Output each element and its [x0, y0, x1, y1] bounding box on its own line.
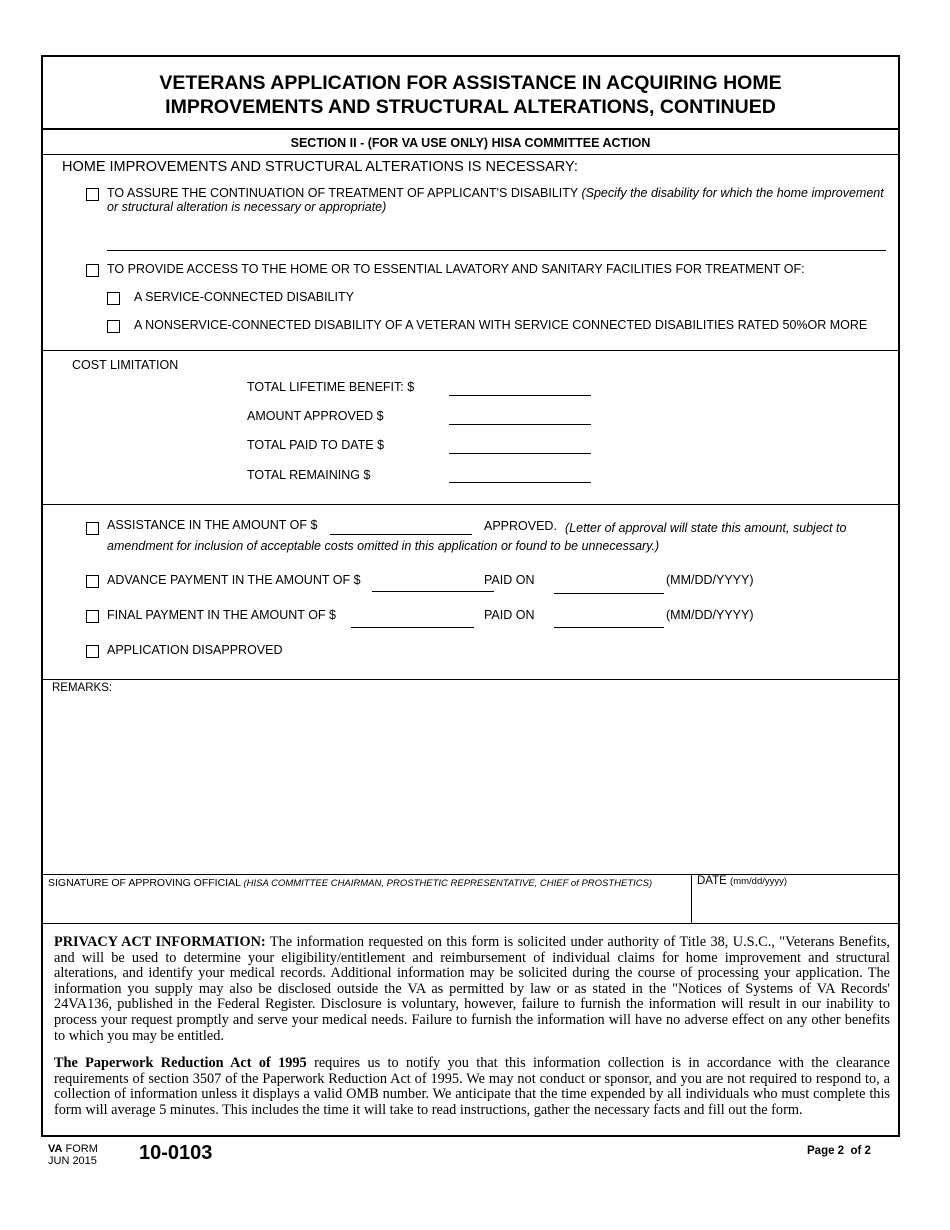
signature-note: (HISA COMMITTEE CHAIRMAN, PROSTHETIC REPRESENTATIVE, CHIEF of PROSTHETICS): [243, 878, 653, 889]
service-connected-label: A SERVICE-CONNECTED DISABILITY: [134, 290, 354, 304]
page-number: Page 2 of 2: [807, 1145, 871, 1157]
date-format: (mm/dd/yyyy): [730, 876, 788, 887]
advance-paid-on-label: PAID ON: [484, 573, 535, 587]
privacy-act-heading: PRIVACY ACT INFORMATION:: [54, 934, 266, 950]
access-treatment-checkbox[interactable]: [86, 264, 99, 277]
advance-payment-checkbox[interactable]: [86, 575, 99, 588]
signature-label-text: SIGNATURE OF APPROVING OFFICIAL: [48, 877, 241, 889]
paperwork-body: requires us to notify you that this information collection is in accordance with the clearance requirements of section 3507 of the Paperwork Reduction Act of 1995. We may not conduct or sponsor, and you are not required to respond to, a collection of information unless it displays a valid OMB number. We anticipate that the time expended by all individuals who must complete this form will average 5 minutes. This includes the time it will take to read instructions, gather the necessary facts and fill out the form.: [54, 1055, 890, 1118]
final-date-format: (MM/DD/YYYY): [666, 608, 754, 622]
paperwork-paragraph: [54, 1056, 890, 1118]
assistance-amount-label: ASSISTANCE IN THE AMOUNT OF $: [107, 518, 318, 532]
necessity-heading: HOME IMPROVEMENTS AND STRUCTURAL ALTERATIONS IS NECESSARY:: [62, 159, 578, 175]
continuation-treatment-text: TO ASSURE THE CONTINUATION OF TREATMENT OF APPLICANT'S DISABILITY: [107, 186, 578, 200]
disability-specify-field[interactable]: [107, 250, 886, 251]
form-edition: [48, 1143, 98, 1167]
section-title: SECTION II - (FOR VA USE ONLY) HISA COMMITTEE ACTION: [290, 136, 651, 150]
continuation-treatment-note: (Specify the disability for which the home improvement: [581, 186, 884, 200]
final-payment-label: FINAL PAYMENT IN THE AMOUNT OF $: [107, 608, 336, 622]
advance-date-format: (MM/DD/YYYY): [666, 573, 754, 587]
assistance-approved-checkbox[interactable]: [86, 522, 99, 535]
advance-payment-label: ADVANCE PAYMENT IN THE AMOUNT OF $: [107, 573, 361, 587]
date-field[interactable]: [693, 890, 898, 922]
divider: [43, 923, 898, 924]
paperwork-heading: The Paperwork Reduction Act of 1995: [54, 1055, 307, 1071]
nonservice-connected-label: A NONSERVICE-CONNECTED DISABILITY OF A VETERAN WITH SERVICE CONNECTED DISABILITIES RATED 50%OR MORE: [134, 318, 868, 332]
remarks-label: REMARKS:: [52, 682, 113, 694]
approved-word: APPROVED.: [484, 519, 557, 533]
approved-note-2: amendment for inclusion of acceptable costs omitted in this application or found to be unnecessary.): [107, 539, 660, 553]
continuation-treatment-note-2: or structural alteration is necessary or appropriate): [107, 200, 387, 214]
amount-approved-label: AMOUNT APPROVED $: [247, 409, 384, 423]
continuation-treatment-checkbox[interactable]: [86, 188, 99, 201]
lifetime-benefit-label: TOTAL LIFETIME BENEFIT: $: [247, 380, 415, 394]
access-treatment-label: TO PROVIDE ACCESS TO THE HOME OR TO ESSENTIAL LAVATORY AND SANITARY FACILITIES FOR TREATMENT OF:: [107, 262, 805, 276]
assistance-amount-field[interactable]: [330, 534, 472, 535]
remarks-field[interactable]: [43, 697, 898, 873]
form-title: [43, 71, 898, 119]
continuation-treatment-label: [107, 186, 884, 200]
final-paid-on-label: PAID ON: [484, 608, 535, 622]
cost-limitation-heading: COST LIMITATION: [72, 358, 179, 372]
footer-va: VA: [48, 1143, 63, 1155]
advance-paid-on-field[interactable]: [554, 593, 664, 594]
approved-note-1: (Letter of approval will state this amount, subject to: [565, 521, 847, 535]
privacy-act-body: The information requested on this form is solicited under authority of Title 38, U.S.C., "Veterans Benefits, and will be used to determine your eligibility/entitlement and reimbursement of individual claims for home improvement and structural alterations, and identify your medical records. Additional information may be solicited during the course of processing your application. The information you supply may also be disclosed outside the VA as permitted by law or as stated in the "Notices of Systems of VA Records' 24VA136, published in the Federal Register. Disclosure is voluntary, however, failure to furnish the information will result in our inability to process your request promptly and serve your medical needs. Failure to furnish the information will have no adverse effect on any other benefits to which you may be entitled.: [54, 934, 890, 1044]
signature-field[interactable]: [43, 890, 691, 922]
signature-label: [48, 877, 652, 889]
divider: [43, 128, 898, 130]
final-payment-amount-field[interactable]: [351, 627, 474, 628]
divider: [43, 350, 898, 351]
advance-payment-amount-field[interactable]: [372, 591, 494, 592]
application-disapproved-checkbox[interactable]: [86, 645, 99, 658]
divider: [43, 679, 898, 680]
privacy-act-paragraph: [54, 935, 890, 1044]
date-label-text: DATE: [697, 875, 727, 887]
form-page: [41, 55, 900, 1137]
total-paid-field[interactable]: [449, 453, 591, 454]
form-number: 10-0103: [139, 1142, 213, 1164]
total-remaining-field[interactable]: [449, 482, 591, 483]
divider: [691, 874, 692, 923]
application-disapproved-label: APPLICATION DISAPPROVED: [107, 643, 283, 657]
final-payment-checkbox[interactable]: [86, 610, 99, 623]
final-paid-on-field[interactable]: [554, 627, 664, 628]
divider: [43, 504, 898, 505]
lifetime-benefit-field[interactable]: [449, 395, 591, 396]
nonservice-connected-checkbox[interactable]: [107, 320, 120, 333]
amount-approved-field[interactable]: [449, 424, 591, 425]
title-line-1: VETERANS APPLICATION FOR ASSISTANCE IN ACQUIRING HOME: [159, 72, 782, 94]
footer-edition-date: JUN 2015: [48, 1155, 97, 1167]
title-line-2: IMPROVEMENTS AND STRUCTURAL ALTERATIONS, CONTINUED: [165, 96, 776, 118]
divider: [43, 154, 898, 155]
service-connected-checkbox[interactable]: [107, 292, 120, 305]
date-label: [697, 875, 787, 887]
total-remaining-label: TOTAL REMAINING $: [247, 468, 371, 482]
total-paid-label: TOTAL PAID TO DATE $: [247, 438, 385, 452]
footer-form-word: FORM: [65, 1143, 98, 1155]
